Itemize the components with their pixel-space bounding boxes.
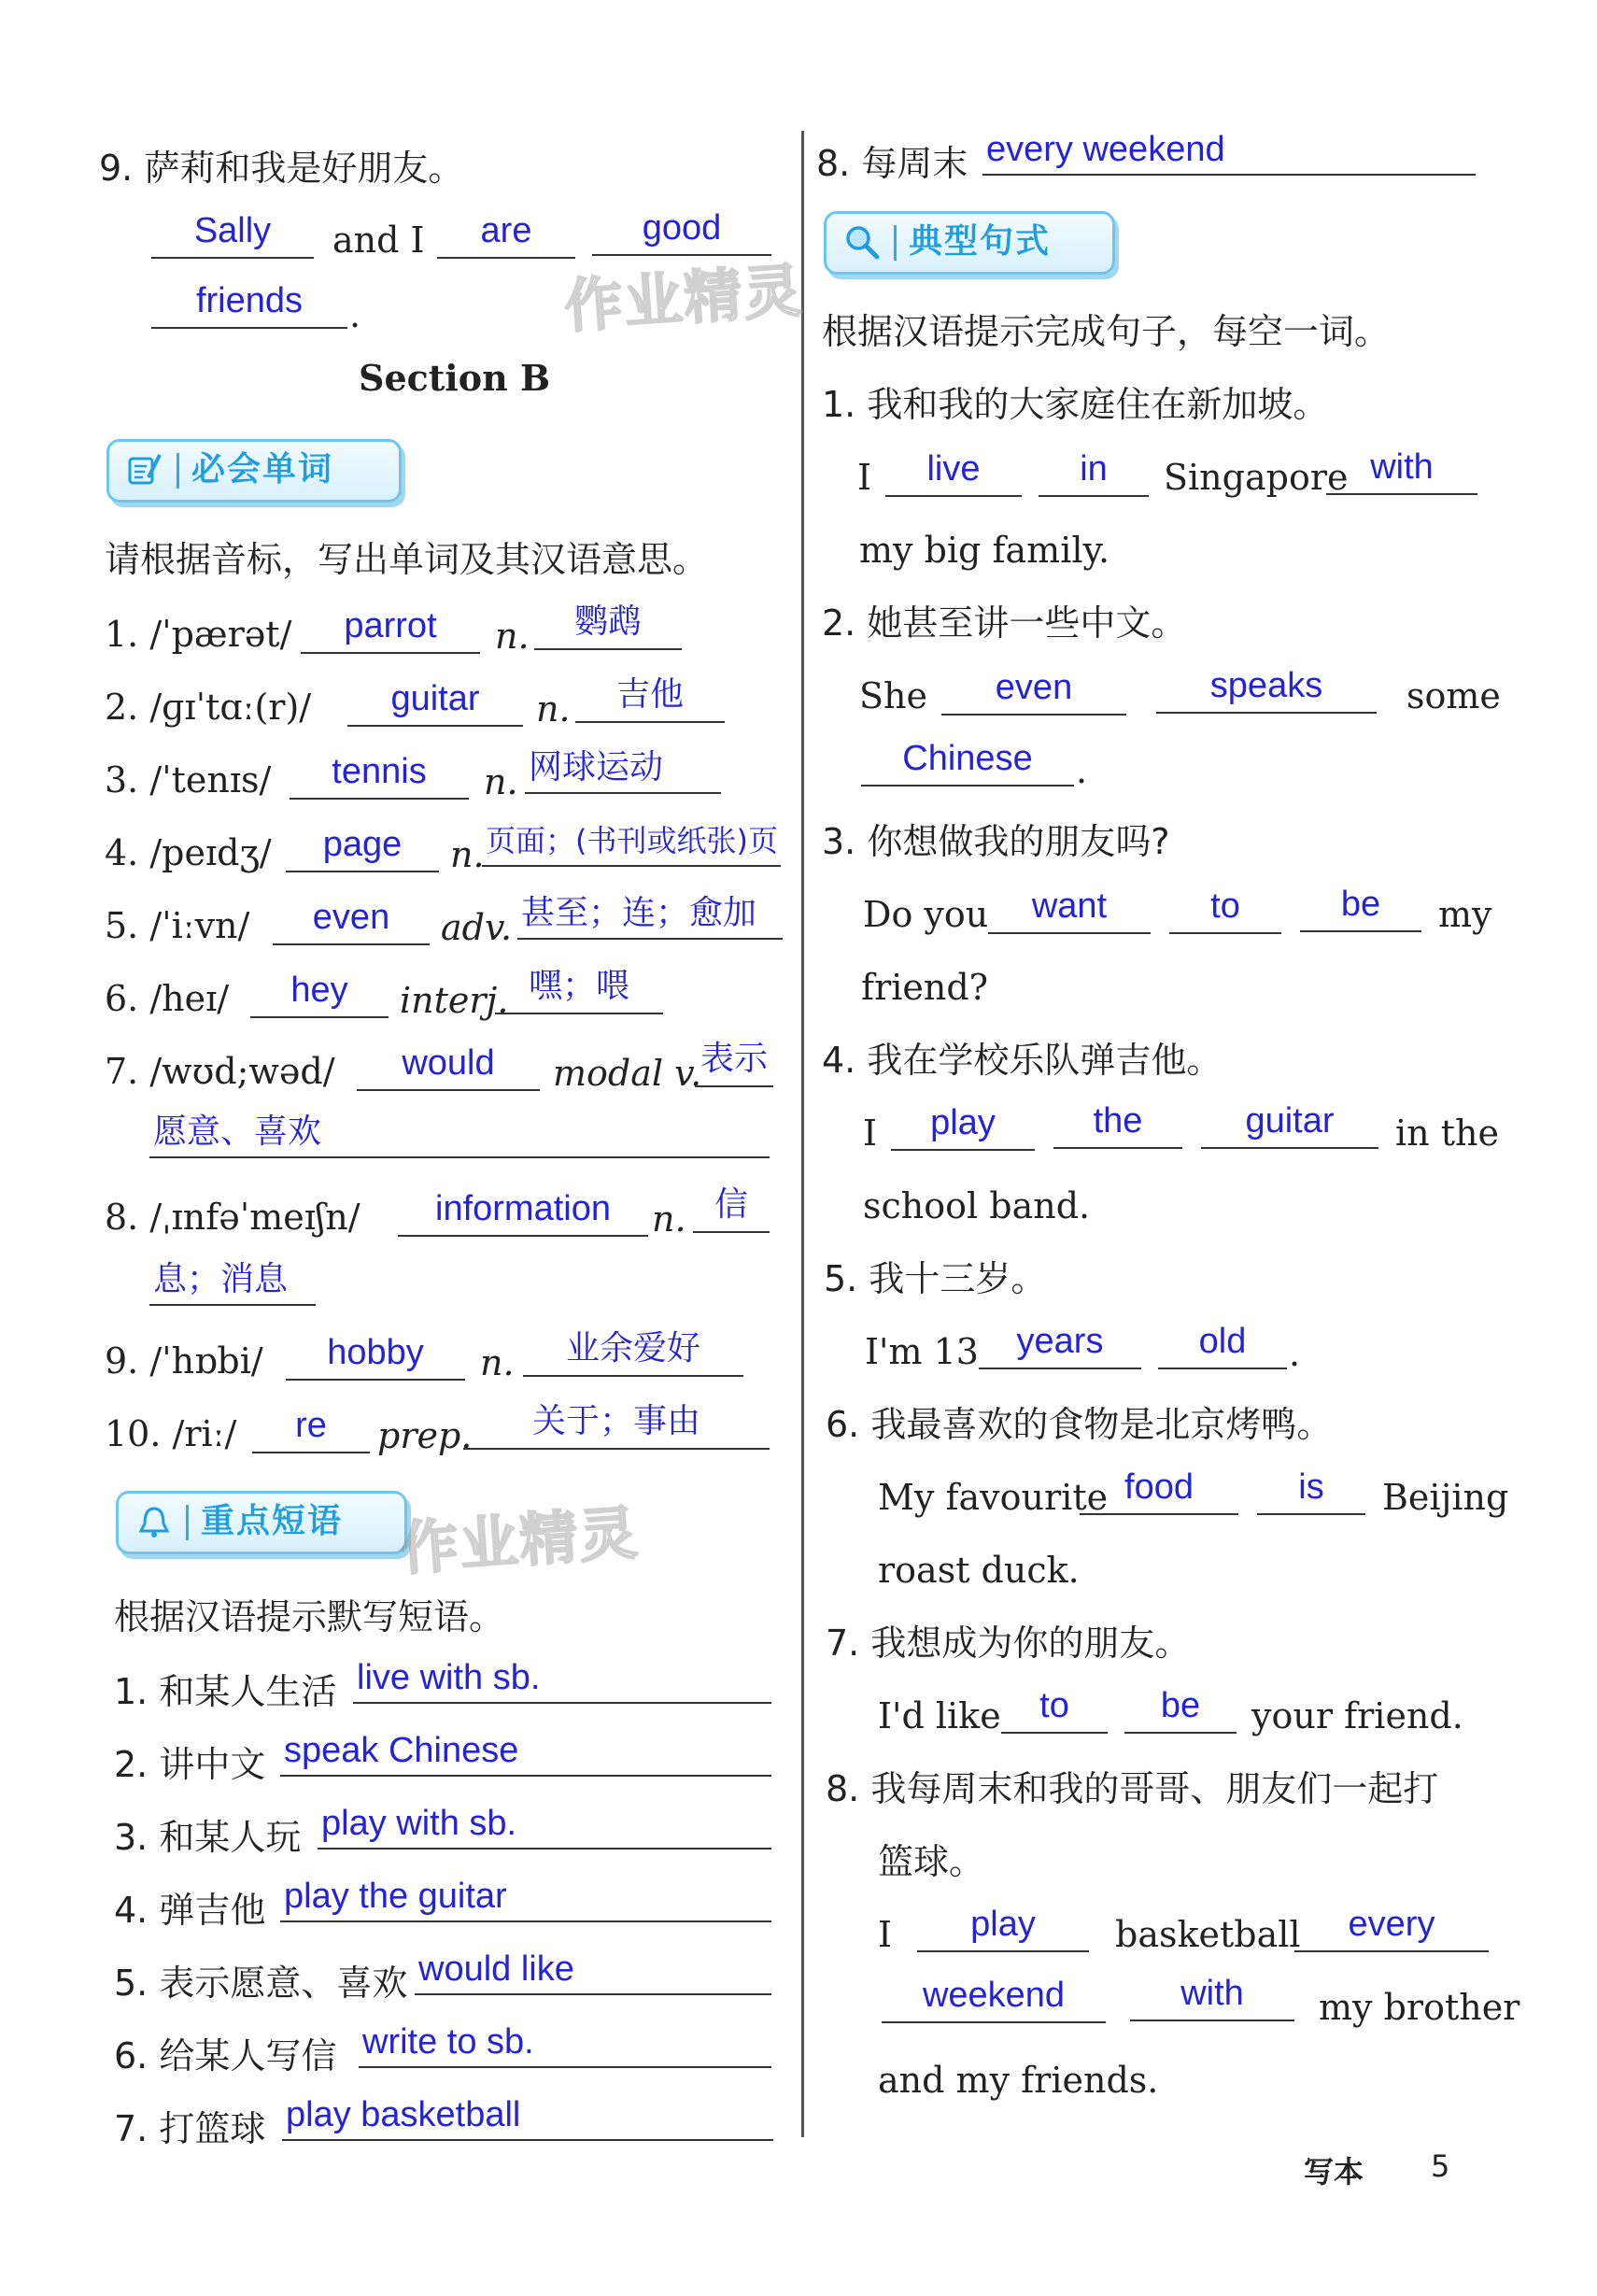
badge-key-words xyxy=(106,439,402,503)
sentence-3-prompt: 3. 你想做我的朋友吗? xyxy=(822,821,1170,862)
phrase-3-answer: play with sb. xyxy=(318,1803,771,1850)
sentence-2-text: She xyxy=(859,675,927,716)
word-7-meaning: 表示 xyxy=(695,1039,773,1087)
q9-answer-2: are xyxy=(437,210,575,259)
sentence-6-answer-2: is xyxy=(1257,1467,1365,1515)
sentence-8-text-3: my brother xyxy=(1319,1987,1520,2028)
word-3-pos: n. xyxy=(484,761,518,802)
watermark: 作业精灵 xyxy=(562,256,806,341)
magnifier-icon xyxy=(843,223,881,261)
sentence-8-answer-1: play xyxy=(917,1904,1089,1952)
phrase-7-answer: play basketball xyxy=(282,2094,773,2141)
phrase-5-answer: would like xyxy=(415,1949,771,1995)
badge-separator xyxy=(177,453,179,489)
sentence-5-prompt: 5. 我十三岁。 xyxy=(824,1258,1047,1299)
sentence-2-answer-1: even xyxy=(941,667,1126,716)
phrase-8-answer: every weekend xyxy=(982,129,1476,176)
sentence-2-answer-2: speaks xyxy=(1156,665,1377,714)
word-7-meaning-cont: 愿意、喜欢 xyxy=(149,1112,770,1158)
word-8-pos: n. xyxy=(652,1198,686,1240)
word-2-meaning: 吉他 xyxy=(575,674,725,723)
sentence-1-text-2: Singapore xyxy=(1164,457,1349,498)
word-8-ipa: 8. /ˌɪnfəˈmeɪʃn/ xyxy=(105,1197,360,1238)
word-6-pos: interj. xyxy=(400,980,509,1021)
sentence-7-answer-1: to xyxy=(1001,1685,1108,1734)
word-6-answer: hey xyxy=(250,970,389,1018)
sentence-1-answer-3: with xyxy=(1326,446,1477,495)
word-6-ipa: 6. /heɪ/ xyxy=(105,978,230,1019)
sentence-1-text: I xyxy=(857,457,872,498)
badge-separator xyxy=(894,225,897,261)
word-2-ipa: 2. /ɡɪˈtɑː(r)/ xyxy=(105,687,312,728)
sentence-1-text-3: my big family. xyxy=(859,530,1110,571)
phrase-2-prompt: 2. 讲中文 xyxy=(114,1744,266,1785)
word-10-pos: prep. xyxy=(377,1415,473,1456)
badge-key-sentences xyxy=(824,211,1115,275)
word-1-ipa: 1. /ˈpærət/ xyxy=(105,614,292,655)
sentence-5-answer-1: years xyxy=(979,1321,1141,1369)
sentence-1-prompt: 1. 我和我的大家庭住在新加坡。 xyxy=(822,384,1329,425)
word-8-meaning-cont: 息；消息 xyxy=(149,1259,316,1306)
q9-answer-4: friends xyxy=(151,280,347,329)
q9-answer-1: Sally xyxy=(151,210,314,259)
q9-answer-3: good xyxy=(592,207,771,256)
word-1-pos: n. xyxy=(495,616,530,657)
column-divider xyxy=(801,131,804,2137)
sentence-3-answer-3: be xyxy=(1300,884,1421,932)
notebook-pencil-icon xyxy=(126,451,163,489)
word-5-meaning: 甚至；连；愈加 xyxy=(517,893,783,940)
sentence-8-text-2: basketball xyxy=(1115,1914,1301,1955)
badge-key-phrases xyxy=(116,1491,407,1554)
phrase-8-prompt: 8. 每周末 xyxy=(816,143,968,184)
sentence-1-answer-1: live xyxy=(885,448,1022,497)
sentence-2-text-2: some xyxy=(1406,675,1501,716)
phrase-4-prompt: 4. 弹吉他 xyxy=(114,1890,266,1931)
word-7-pos: modal v. xyxy=(553,1053,702,1094)
sentence-4-text-2: in the xyxy=(1395,1113,1499,1154)
q9-text-and-i: and I xyxy=(332,220,425,261)
word-8-answer: information xyxy=(398,1188,648,1237)
phrase-1-prompt: 1. 和某人生活 xyxy=(114,1671,337,1712)
sentence-3-text-2: my xyxy=(1438,894,1492,935)
words-instruction: 请根据音标，写出单词及其汉语意思。 xyxy=(105,539,709,580)
sentence-5-answer-2: old xyxy=(1158,1321,1287,1369)
word-10-meaning: 关于；事由 xyxy=(463,1401,770,1450)
phrase-6-prompt: 6. 给某人写信 xyxy=(114,2035,337,2076)
word-5-pos: adv. xyxy=(441,907,513,948)
sentences-instruction: 根据汉语提示完成句子，每空一词。 xyxy=(822,311,1391,352)
sentence-8-answer-3: weekend xyxy=(882,1975,1106,2023)
phrase-1-answer: live with sb. xyxy=(353,1657,771,1704)
watermark: 作业精灵 xyxy=(398,1498,642,1583)
sentence-1-answer-2: in xyxy=(1039,448,1149,497)
word-4-meaning: 页面；(书刊或纸张)页 xyxy=(482,820,781,867)
sentence-4-answer-3: guitar xyxy=(1201,1100,1378,1149)
word-10-answer: re xyxy=(252,1405,370,1453)
word-3-answer: tennis xyxy=(290,751,469,800)
sentence-3-text: Do you xyxy=(863,894,989,935)
word-9-pos: n. xyxy=(480,1342,515,1383)
word-2-pos: n. xyxy=(536,688,571,730)
word-5-ipa: 5. /ˈiːvn/ xyxy=(105,905,250,946)
sentence-7-text-2: your friend. xyxy=(1251,1695,1463,1736)
word-7-ipa: 7. /wʊd;wəd/ xyxy=(105,1051,335,1092)
word-5-answer: even xyxy=(273,897,430,945)
sentence-4-text-3: school band. xyxy=(863,1185,1091,1226)
word-1-meaning: 鹦鹉 xyxy=(534,602,682,650)
sentence-6-prompt: 6. 我最喜欢的食物是北京烤鸭。 xyxy=(826,1404,1333,1445)
word-4-pos: n. xyxy=(450,834,485,875)
phrase-2-answer: speak Chinese xyxy=(280,1730,771,1777)
bell-icon xyxy=(135,1503,173,1540)
sentence-4-text: I xyxy=(863,1113,878,1154)
word-3-meaning: 网球运动 xyxy=(525,747,721,794)
q9-period: . xyxy=(349,294,361,335)
sentence-6-text-3: roast duck. xyxy=(878,1550,1080,1591)
sentence-8-prompt: 8. 我每周末和我的哥哥、朋友们一起打 xyxy=(826,1768,1439,1809)
badge-label: 典型句式 xyxy=(909,222,1052,261)
word-2-answer: guitar xyxy=(347,678,523,727)
phrase-5-prompt: 5. 表示愿意、喜欢 xyxy=(114,1963,408,2004)
word-9-ipa: 9. /ˈhɒbi/ xyxy=(105,1340,263,1382)
sentence-5-text: I'm 13 xyxy=(865,1331,979,1372)
sentence-6-text-2: Beijing xyxy=(1382,1477,1509,1518)
sentence-8-prompt-cont: 篮球。 xyxy=(878,1841,985,1882)
badge-label: 重点短语 xyxy=(201,1502,344,1540)
phrase-4-answer: play the guitar xyxy=(280,1876,771,1922)
sentence-7-answer-2: be xyxy=(1124,1685,1237,1734)
sentence-8-answer-4: with xyxy=(1130,1973,1294,2021)
sentence-3-text-3: friend? xyxy=(861,967,989,1008)
word-7-answer: would xyxy=(357,1042,540,1091)
sentence-5-period: . xyxy=(1289,1333,1301,1374)
sentence-3-answer-1: want xyxy=(988,886,1151,934)
word-4-ipa: 4. /peɪdʒ/ xyxy=(105,832,272,873)
word-9-answer: hobby xyxy=(286,1332,465,1381)
word-3-ipa: 3. /ˈtenɪs/ xyxy=(105,759,272,801)
sentence-8-text: I xyxy=(878,1914,893,1955)
sentence-6-answer-1: food xyxy=(1080,1467,1238,1515)
word-8-meaning: 信 xyxy=(693,1184,770,1233)
sentence-8-text-4: and my friends. xyxy=(878,2060,1159,2101)
word-1-answer: parrot xyxy=(301,605,480,654)
word-10-ipa: 10. /riː/ xyxy=(105,1413,237,1454)
footer-book-label: 写本 xyxy=(1304,2154,1364,2190)
sentence-2-period: . xyxy=(1076,750,1088,791)
sentence-2-answer-3: Chinese xyxy=(861,738,1074,787)
phrase-7-prompt: 7. 打篮球 xyxy=(114,2108,266,2149)
badge-label: 必会单词 xyxy=(191,450,334,489)
word-4-answer: page xyxy=(286,824,439,872)
sentence-2-prompt: 2. 她甚至讲一些中文。 xyxy=(822,602,1187,644)
sentence-4-answer-2: the xyxy=(1053,1100,1182,1149)
sentence-7-prompt: 7. 我想成为你的朋友。 xyxy=(826,1623,1191,1664)
phrase-6-answer: write to sb. xyxy=(359,2021,771,2068)
phrases-instruction: 根据汉语提示默写短语。 xyxy=(114,1596,505,1637)
sentence-7-text: I'd like xyxy=(878,1695,1001,1736)
section-title: Section B xyxy=(359,357,551,399)
word-9-meaning: 业余爱好 xyxy=(523,1328,743,1377)
badge-separator xyxy=(186,1505,189,1540)
phrase-3-prompt: 3. 和某人玩 xyxy=(114,1817,302,1858)
page-number: 5 xyxy=(1431,2148,1450,2184)
sentence-8-answer-2: every xyxy=(1294,1904,1489,1952)
sentence-6-text: My favourite xyxy=(878,1477,1109,1518)
sentence-3-answer-2: to xyxy=(1169,886,1281,934)
word-6-meaning: 嘿；喂 xyxy=(495,966,663,1014)
sentence-4-prompt: 4. 我在学校乐队弹吉他。 xyxy=(822,1040,1222,1081)
q9-prompt: 9. 萨莉和我是好朋友。 xyxy=(99,148,464,189)
sentence-4-answer-1: play xyxy=(891,1102,1035,1151)
